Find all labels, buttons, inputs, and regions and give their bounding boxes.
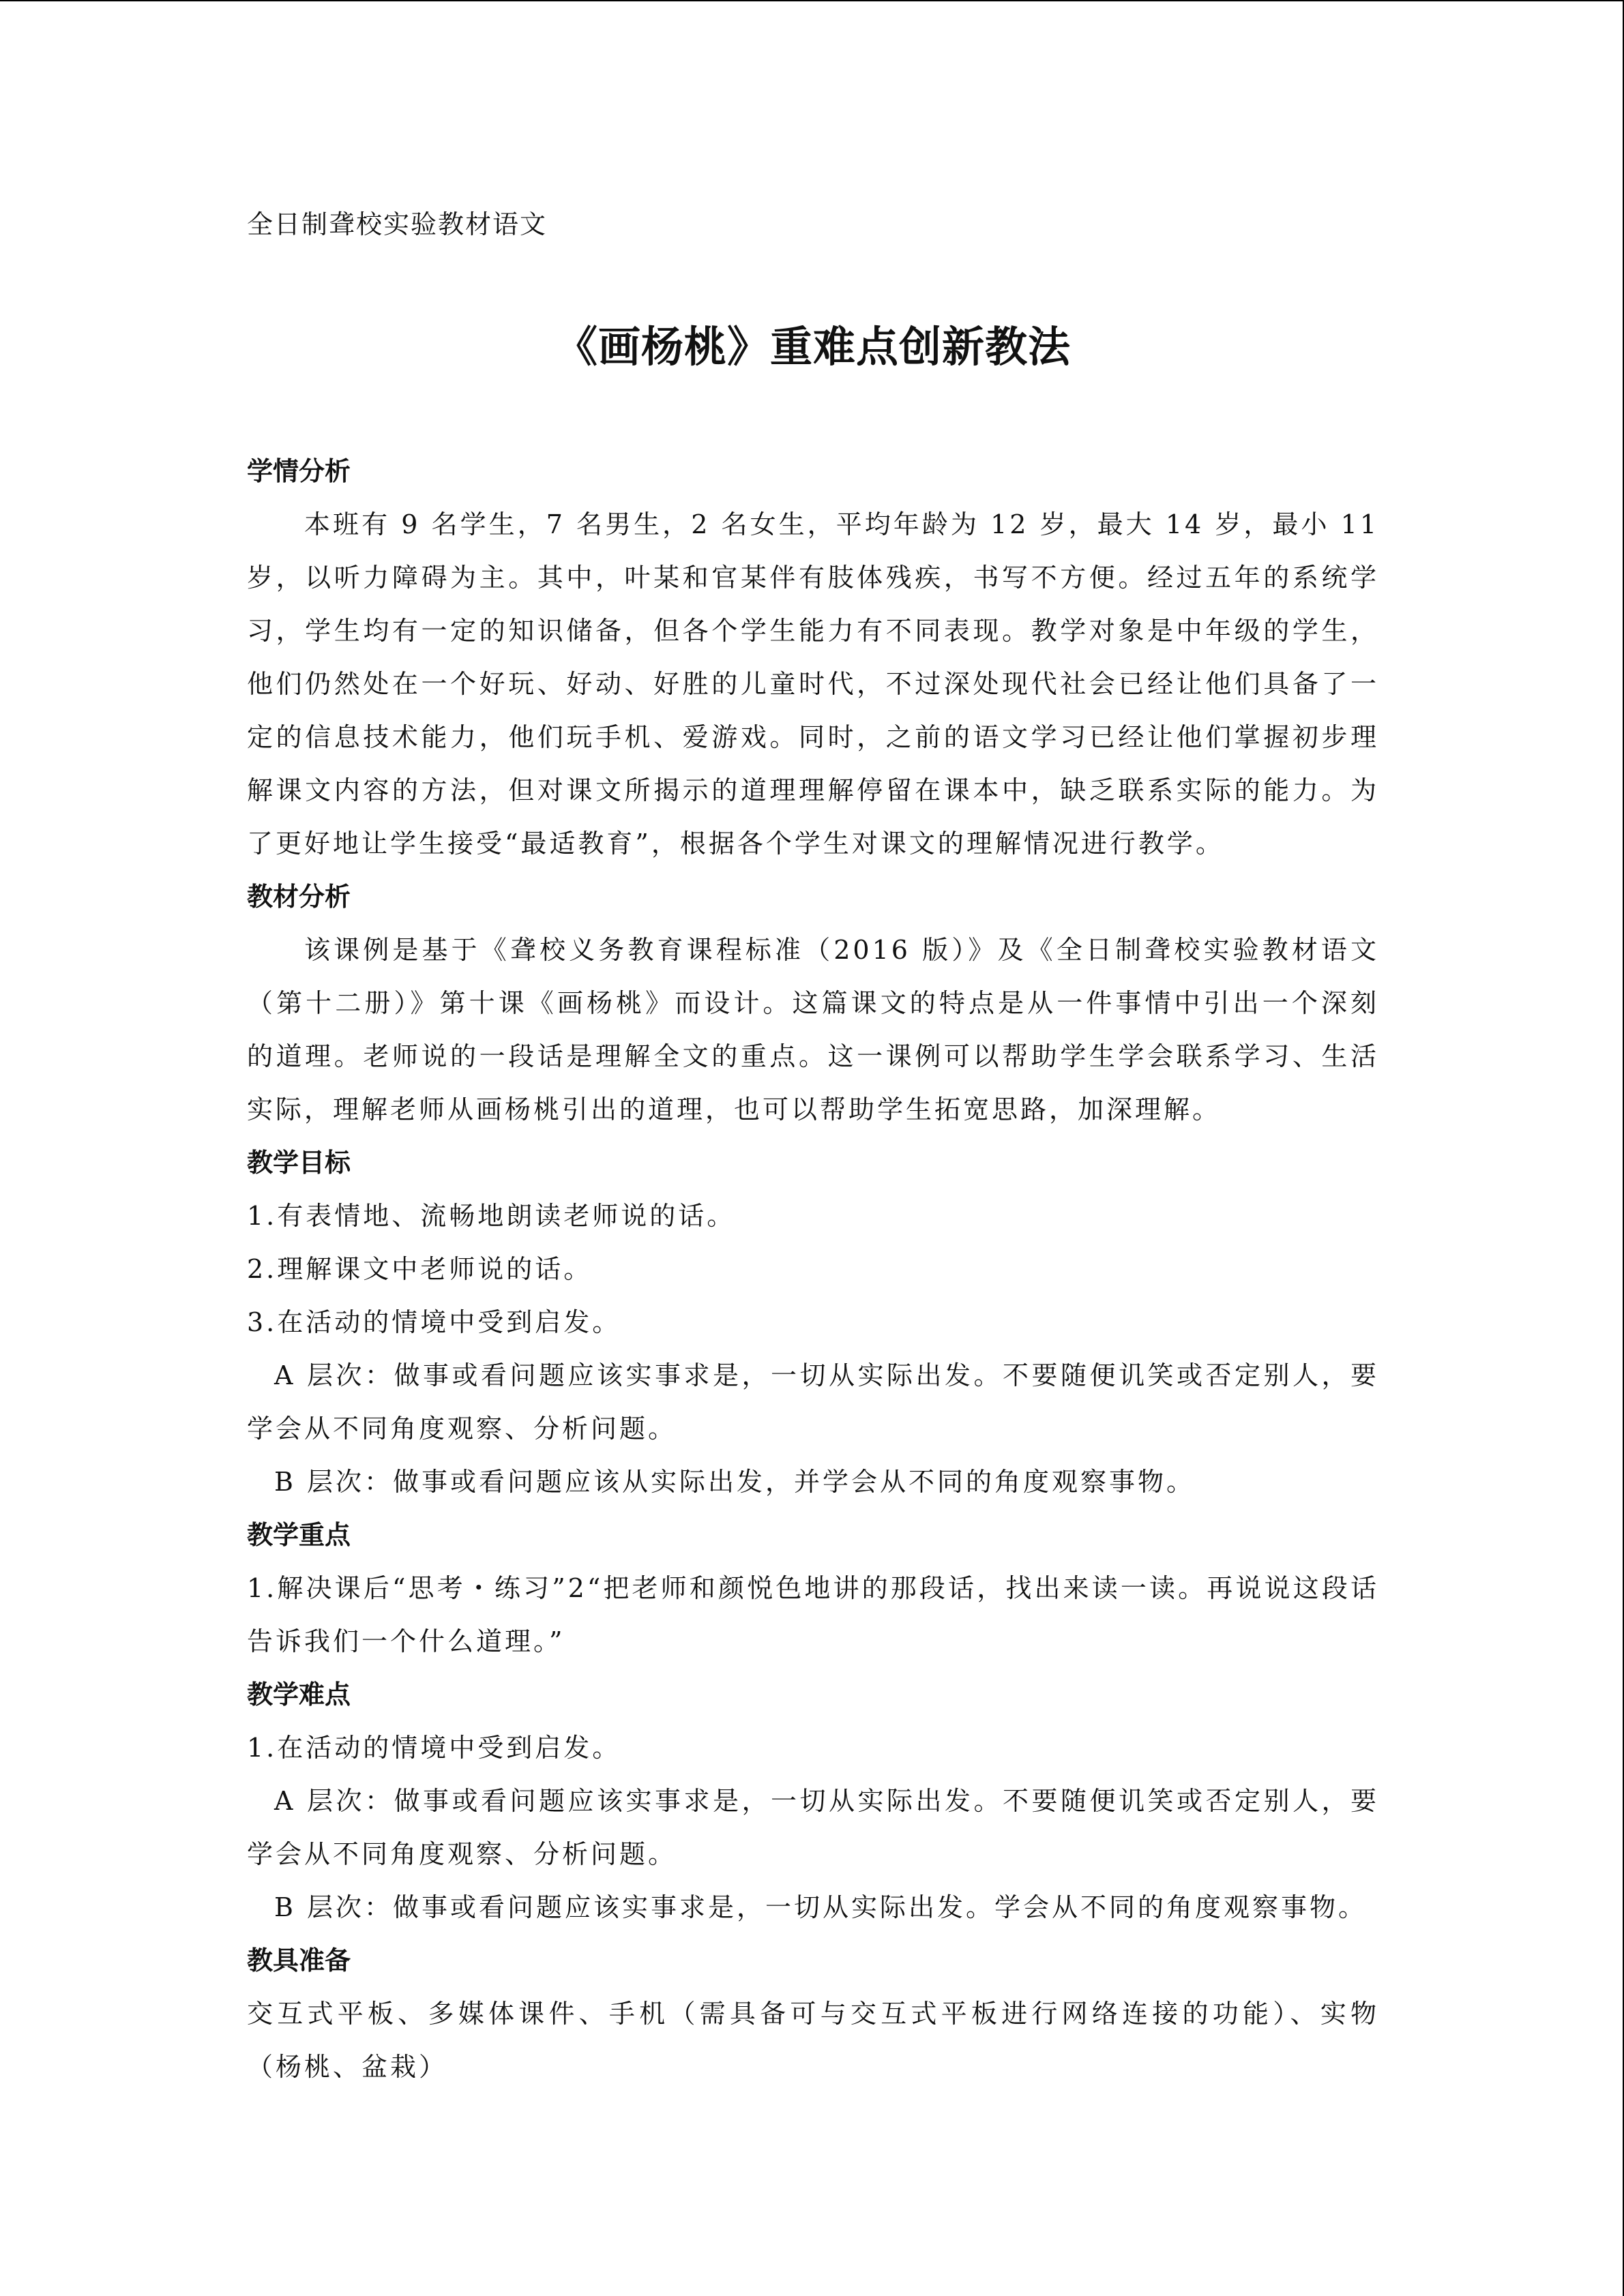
series-header: 全日制聋校实验教材语文: [247, 209, 548, 239]
objective-item-1: 1.有表情地、流畅地朗读老师说的话。: [247, 1201, 736, 1231]
key-point-item-1: 1.解决课后“思考・练习”2“把老师和颜悦色地讲的那段话，找出来读一读。再说说这段话告诉我们一个什么道理。”: [247, 1573, 1379, 1656]
page-title: 《画杨桃》重难点创新教法: [555, 322, 1071, 372]
objective-level-b: B 层次：做事或看问题应该从实际出发，并学会从不同的角度观察事物。: [274, 1467, 1196, 1497]
heading-key-points: 教学重点: [247, 1520, 351, 1550]
heading-learning-analysis: 学情分析: [247, 456, 351, 486]
objective-level-a: A 层次：做事或看问题应该实事求是，一切从实际出发。不要随便讥笑或否定别人，要学会从不同角度观察、分析问题。: [247, 1360, 1379, 1444]
paragraph-preparation: 交互式平板、多媒体课件、手机（需具备可与交互式平板进行网络连接的功能）、实物（杨桃、盆栽）: [247, 1999, 1379, 2082]
objective-item-3: 3.在活动的情境中受到启发。: [247, 1307, 621, 1337]
document-content: [247, 198, 1379, 2093]
difficulty-level-a: A 层次：做事或看问题应该实事求是，一切从实际出发。不要随便讥笑或否定别人，要学会从不同角度观察、分析问题。: [247, 1786, 1379, 1869]
paragraph-material-analysis: 该课例是基于《聋校义务教育课程标准（2016 版）》及《全日制聋校实验教材语文（第十二册）》第十课《画杨桃》而设计。这篇课文的特点是从一件事情中引出一个深刻的道理。老师说的一段话是理解全文的重点。这一课例可以帮助学生学会联系学习、生活实际，理解老师从画杨桃引出的道理，也可以帮助学生拓宽思路，加深理解。: [247, 935, 1379, 1124]
objective-item-2: 2.理解课文中老师说的话。: [247, 1254, 593, 1284]
paragraph-learning-analysis: 本班有 9 名学生，7 名男生，2 名女生，平均年龄为 12 岁，最大 14 岁，最小 11 岁，以听力障碍为主。其中，叶某和官某伴有肢体残疾，书写不方便。经过五年的系统学习，学生均有一定的知识储备，但各个学生能力有不同表现。教学对象是中年级的学生，他们仍然处在一个好玩、好动、好胜的儿童时代，不过深处现代社会已经让他们具备了一定的信息技术能力，他们玩手机、爱游戏。同时，之前的语文学习已经让他们掌握初步理解课文内容的方法，但对课文所揭示的道理理解停留在课本中，缺乏联系实际的能力。为了更好地让学生接受“最适教育”，根据各个学生对课文的理解情况进行教学。: [247, 509, 1379, 859]
heading-objectives: 教学目标: [247, 1148, 351, 1178]
difficulty-item-1: 1.在活动的情境中受到启发。: [247, 1733, 621, 1763]
heading-preparation: 教具准备: [247, 1945, 351, 1976]
heading-difficulties: 教学难点: [247, 1680, 351, 1710]
difficulty-level-b: B 层次：做事或看问题应该实事求是，一切从实际出发。学会从不同的角度观察事物。: [274, 1892, 1368, 1922]
heading-material-analysis: 教材分析: [247, 882, 351, 912]
